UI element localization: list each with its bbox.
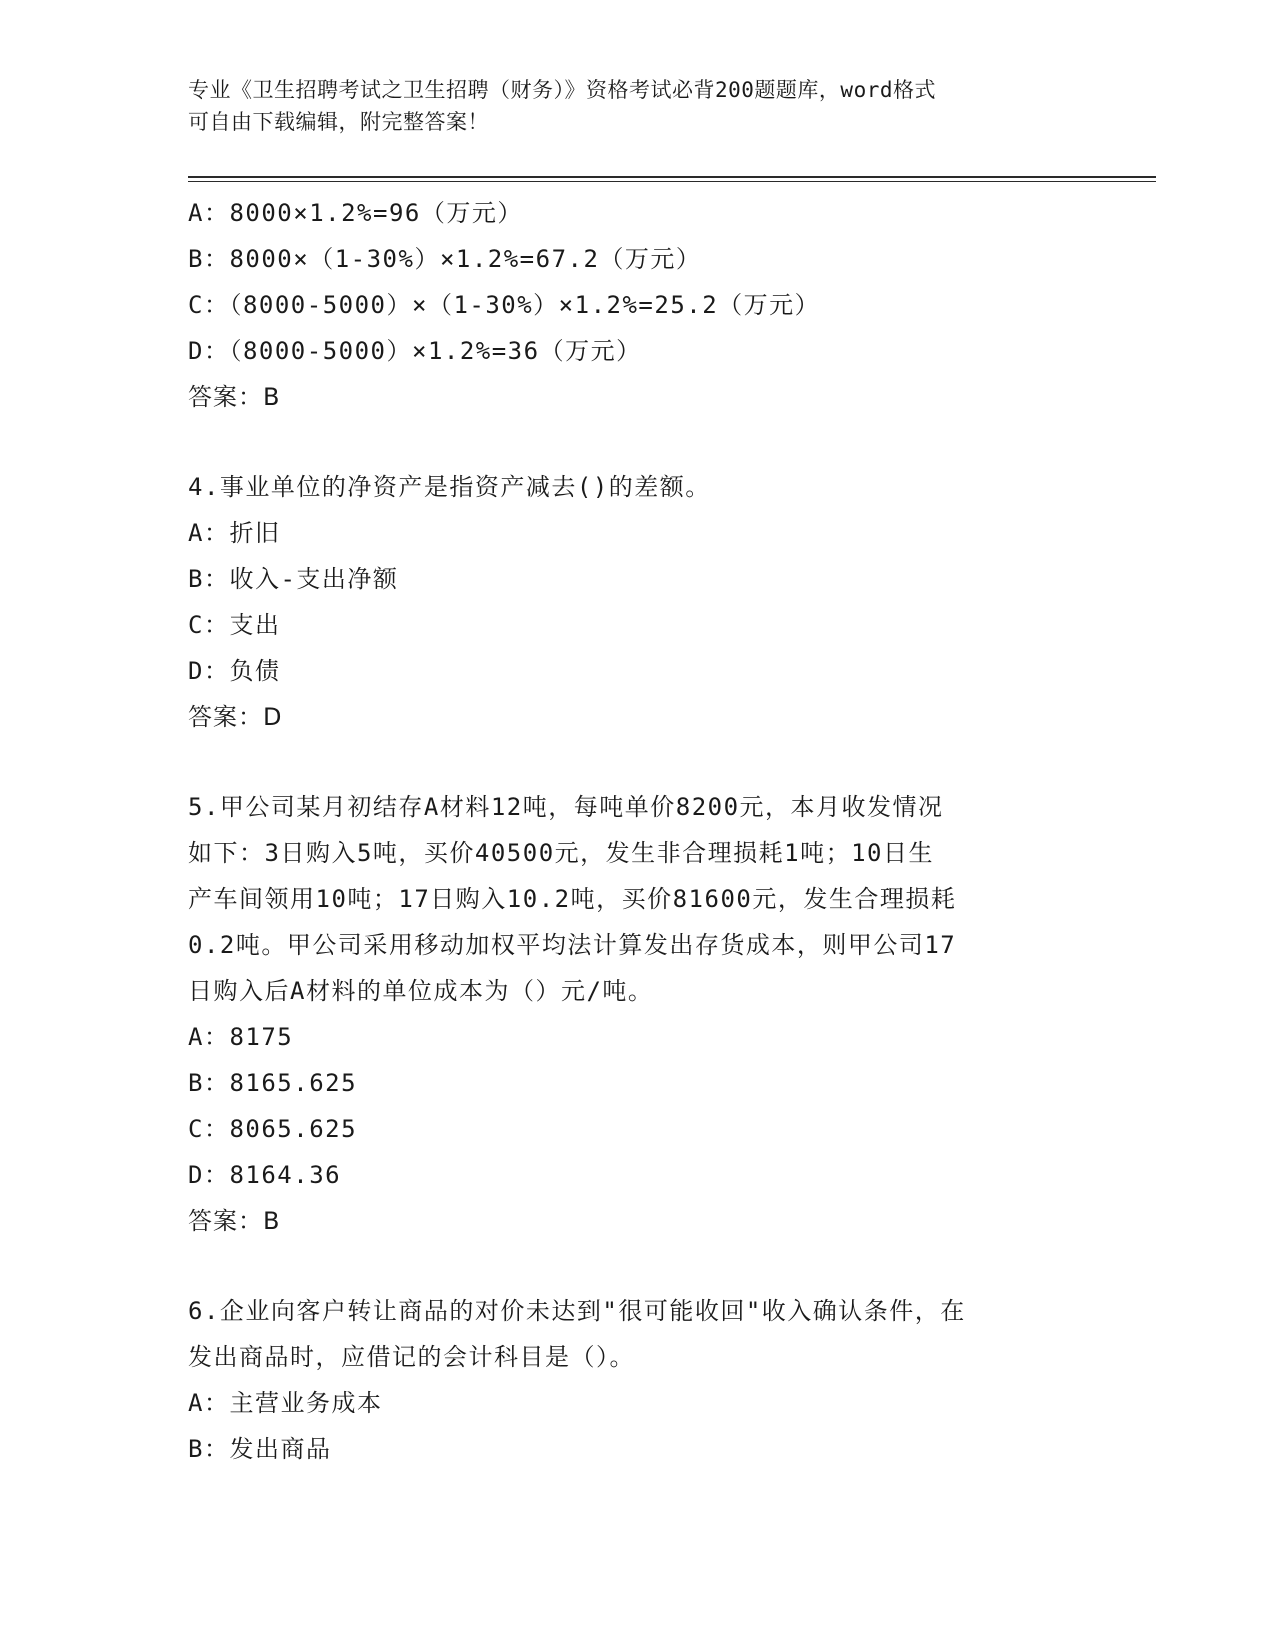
question-4-block xyxy=(188,464,1088,740)
header-line-2: 可自由下载编辑，附完整答案！ xyxy=(188,110,489,134)
answer: 答案：B xyxy=(188,383,281,411)
question-text-line: 6.企业向客户转让商品的对价未达到"很可能收回"收入确认条件，在 xyxy=(188,1297,966,1325)
answer: 答案：B xyxy=(188,1207,281,1235)
question-text-line: 产车间领用10吨；17日购入10.2吨，买价81600元，发生合理损耗 xyxy=(188,885,957,913)
question-3-block xyxy=(188,190,1088,420)
option-a: A：8175 xyxy=(188,1023,294,1051)
question-text-line: 5.甲公司某月初结存A材料12吨，每吨单价8200元，本月收发情况 xyxy=(188,793,944,821)
document-header xyxy=(188,74,1088,138)
spacer xyxy=(188,420,1088,464)
question-5-block xyxy=(188,784,1088,1244)
option-c: C：支出 xyxy=(188,611,281,639)
document-body xyxy=(188,190,1088,1472)
spacer xyxy=(188,740,1088,784)
option-a: A：8000×1.2%=96（万元） xyxy=(188,199,523,227)
option-c: C：8065.625 xyxy=(188,1115,358,1143)
option-c: C：（8000-5000）×（1-30%）×1.2%=25.2（万元） xyxy=(188,291,821,319)
option-a: A：主营业务成本 xyxy=(188,1389,383,1417)
option-b: B：收入-支出净额 xyxy=(188,565,399,593)
header-line-1: 专业《卫生招聘考试之卫生招聘（财务）》资格考试必背200题题库，word格式 xyxy=(188,78,936,102)
question-6-block xyxy=(188,1288,1088,1472)
question-text-line: 发出商品时，应借记的会计科目是（）。 xyxy=(188,1343,635,1371)
question-text xyxy=(188,1288,1088,1380)
answer: 答案：D xyxy=(188,703,283,731)
question-text: 4.事业单位的净资产是指资产减去()的差额。 xyxy=(188,473,711,501)
header-divider-thin xyxy=(188,181,1156,182)
spacer xyxy=(188,1244,1088,1288)
option-d: D：（8000-5000）×1.2%=36（万元） xyxy=(188,337,642,365)
option-d: D：8164.36 xyxy=(188,1161,342,1189)
question-text-line: 0.2吨。甲公司采用移动加权平均法计算发出存货成本，则甲公司17 xyxy=(188,931,957,959)
header-divider-thick xyxy=(188,176,1156,178)
question-text-line: 日购入后A材料的单位成本为（）元/吨。 xyxy=(188,977,654,1005)
option-b: B：发出商品 xyxy=(188,1435,332,1463)
option-d: D：负债 xyxy=(188,657,281,685)
question-text xyxy=(188,784,1088,1014)
question-text-line: 如下：3日购入5吨，买价40500元，发生非合理损耗1吨；10日生 xyxy=(188,839,934,867)
option-b: B：8165.625 xyxy=(188,1069,358,1097)
option-a: A：折旧 xyxy=(188,519,281,547)
option-b: B：8000×（1-30%）×1.2%=67.2（万元） xyxy=(188,245,702,273)
